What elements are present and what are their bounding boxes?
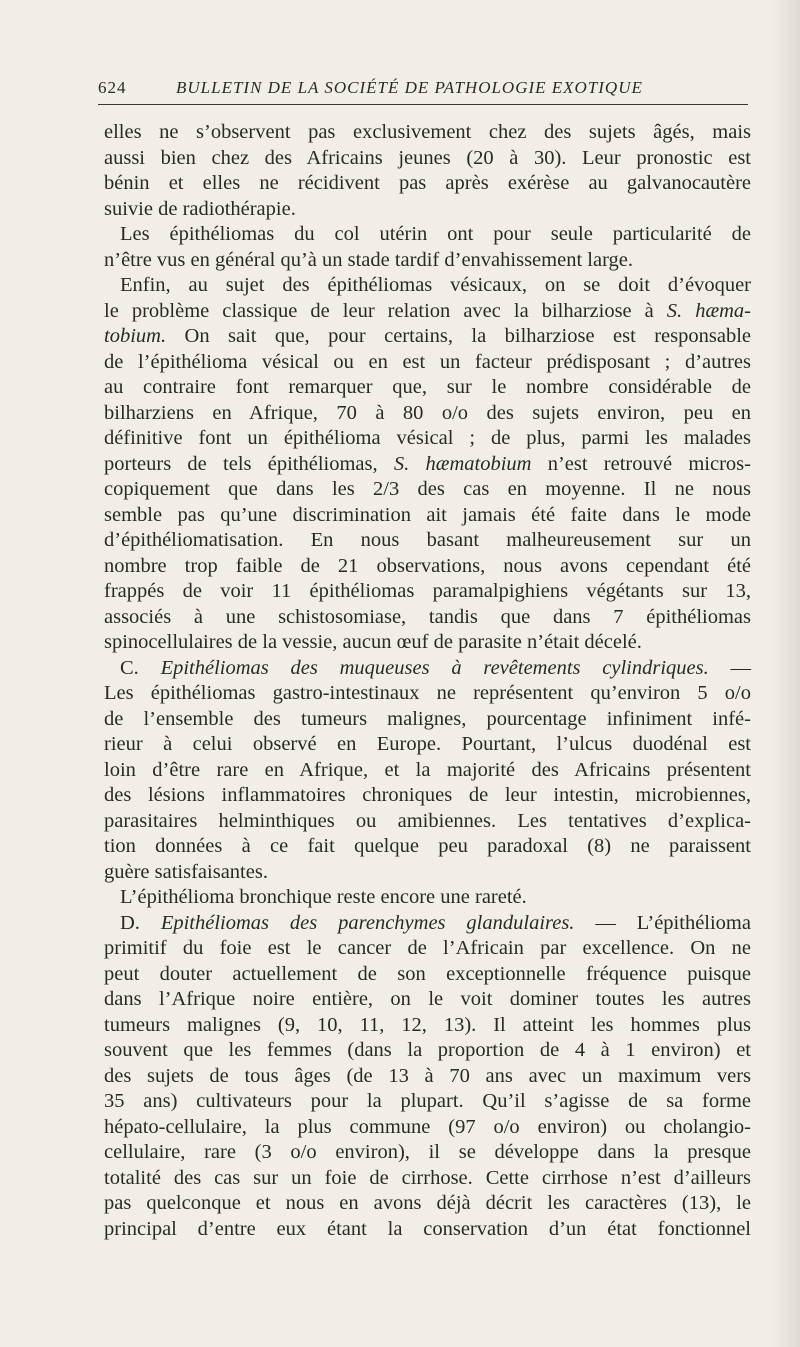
text-line: rieur à celui observé en Europe. Pourtant, l’ulcus duodénal est bbox=[104, 733, 751, 755]
text-segment: porteurs de tels épithéliomas, bbox=[104, 452, 394, 475]
text-line: bénin et elles ne récidivent pas après exérèse au galvanocautère bbox=[104, 172, 751, 194]
page-header bbox=[98, 76, 748, 104]
text-line bbox=[104, 911, 751, 937]
text-line bbox=[104, 656, 751, 682]
text-line: primitif du foie est le cancer de l’Africain par excellence. On ne bbox=[104, 937, 751, 959]
text-line: d’épithéliomatisation. En nous basant malheureusement sur un bbox=[104, 529, 751, 551]
text-line: pas quelconque et nous en avons déjà décrit les caractères (13), le bbox=[104, 1192, 751, 1214]
text-line: au contraire font remarquer que, sur le nombre considérable de bbox=[104, 376, 751, 398]
text-segment: — bbox=[708, 656, 751, 679]
text-line: copiquement que dans les 2/3 des cas en moyenne. Il ne nous bbox=[104, 478, 751, 500]
text-segment: — L’épithélioma bbox=[574, 911, 751, 934]
text-segment: C. bbox=[120, 656, 161, 679]
text-segment: le problème classique de leur relation avec la bilharziose à bbox=[104, 299, 667, 322]
text-line: tion données à ce fait quelque peu paradoxal (8) ne paraissent bbox=[104, 835, 751, 857]
text-line: aussi bien chez des Africains jeunes (20 à 30). Leur pronostic est bbox=[104, 146, 751, 169]
text-line bbox=[104, 324, 751, 350]
text-line: de l’épithélioma vésical ou en est un facteur prédisposant ; d’autres bbox=[104, 350, 751, 373]
text-line: elles ne s’observent pas exclusivement chez des sujets âgés, mais bbox=[104, 121, 751, 143]
text-line: totalité des cas sur un foie de cirrhose. Cette cirrhose n’est d’ailleurs bbox=[104, 1166, 751, 1189]
italic-segment: S. hæmatobium bbox=[393, 452, 532, 475]
text-line: frappés de voir 11 épithéliomas paramalpighiens végétants sur 13, bbox=[104, 580, 751, 602]
text-line: suivie de radiothérapie. bbox=[104, 197, 296, 220]
italic-segment: tobium. bbox=[104, 325, 167, 347]
text-line: associés à une schistosomiase, tandis que dans 7 épithéliomas bbox=[104, 605, 751, 628]
text-line: parasitaires helminthiques ou amibiennes. Les tentatives d’explica- bbox=[104, 809, 751, 832]
text-line: 35 ans) cultivateurs pour la plupart. Qu’il s’agisse de sa forme bbox=[104, 1090, 751, 1112]
text-segment: On sait que, pour certains, la bilharziose est responsable bbox=[166, 325, 751, 347]
text-segment: D. bbox=[120, 911, 161, 934]
text-line: tumeurs malignes (9, 10, 11, 12, 13). Il atteint les hommes plus bbox=[104, 1013, 751, 1036]
text-line: souvent que les femmes (dans la proportion de 4 à 1 environ) et bbox=[104, 1039, 751, 1061]
text-line: L’épithélioma bronchique reste encore une rareté. bbox=[120, 886, 527, 908]
text-line: Les épithéliomas gastro-intestinaux ne représentent qu’environ 5 o/o bbox=[104, 682, 751, 704]
text-line: nombre trop faible de 21 observations, nous avons cependant été bbox=[104, 554, 751, 577]
italic-segment: S. hæma- bbox=[666, 299, 751, 322]
text-line: peut douter actuellement de son exceptionnelle fréquence puisque bbox=[104, 962, 751, 985]
text-segment: n’est retrouvé micros- bbox=[531, 452, 751, 475]
body-text bbox=[104, 120, 751, 1242]
text-line: dans l’Afrique noire entière, on le voit dominer toutes les autres bbox=[104, 988, 751, 1010]
text-line bbox=[104, 299, 751, 325]
text-line: des lésions inflammatoires chroniques de leur intestin, microbiennes, bbox=[104, 784, 751, 806]
text-line: de l’ensemble des tumeurs malignes, pourcentage infiniment infé- bbox=[104, 707, 751, 730]
text-line: spinocellulaires de la vessie, aucun œuf de parasite n’était décelé. bbox=[104, 631, 642, 653]
text-line: bilharziens en Afrique, 70 à 80 o/o des sujets environ, peu en bbox=[104, 401, 751, 424]
italic-segment: Epithéliomas des parenchymes glandulaires. bbox=[160, 911, 575, 934]
text-line: cellulaire, rare (3 o/o environ), il se développe dans la presque bbox=[104, 1141, 751, 1163]
text-line: loin d’être rare en Afrique, et la majorité des Africains présentent bbox=[104, 758, 751, 781]
running-title: BULLETIN DE LA SOCIÉTÉ DE PATHOLOGIE EXOTIQUE bbox=[176, 78, 643, 97]
text-line: n’être vus en général qu’à un stade tardif d’envahissement large. bbox=[104, 248, 633, 271]
text-line: définitive font un épithélioma vésical ; de plus, parmi les malades bbox=[104, 427, 751, 449]
text-line: principal d’entre eux étant la conservation d’un état fonctionnel bbox=[104, 1217, 751, 1240]
italic-segment: Epithéliomas des muqueuses à revêtements cylindriques. bbox=[160, 656, 709, 679]
text-line: guère satisfaisantes. bbox=[104, 860, 268, 883]
page-number: 624 bbox=[98, 78, 127, 97]
text-line: Enfin, au sujet des épithéliomas vésicaux, on se doit d’évoquer bbox=[120, 274, 751, 296]
text-line: Les épithéliomas du col utérin ont pour seule particularité de bbox=[120, 223, 751, 245]
text-line: hépato-cellulaire, la plus commune (97 o/o environ) ou cholangio- bbox=[104, 1115, 751, 1138]
text-line: semble pas qu’une discrimination ait jamais été faite dans le mode bbox=[104, 503, 751, 526]
text-line bbox=[104, 452, 751, 478]
page-edge-shadow bbox=[770, 0, 800, 1347]
header-rule bbox=[98, 104, 748, 105]
text-line: des sujets de tous âges (de 13 à 70 ans avec un maximum vers bbox=[104, 1064, 751, 1087]
